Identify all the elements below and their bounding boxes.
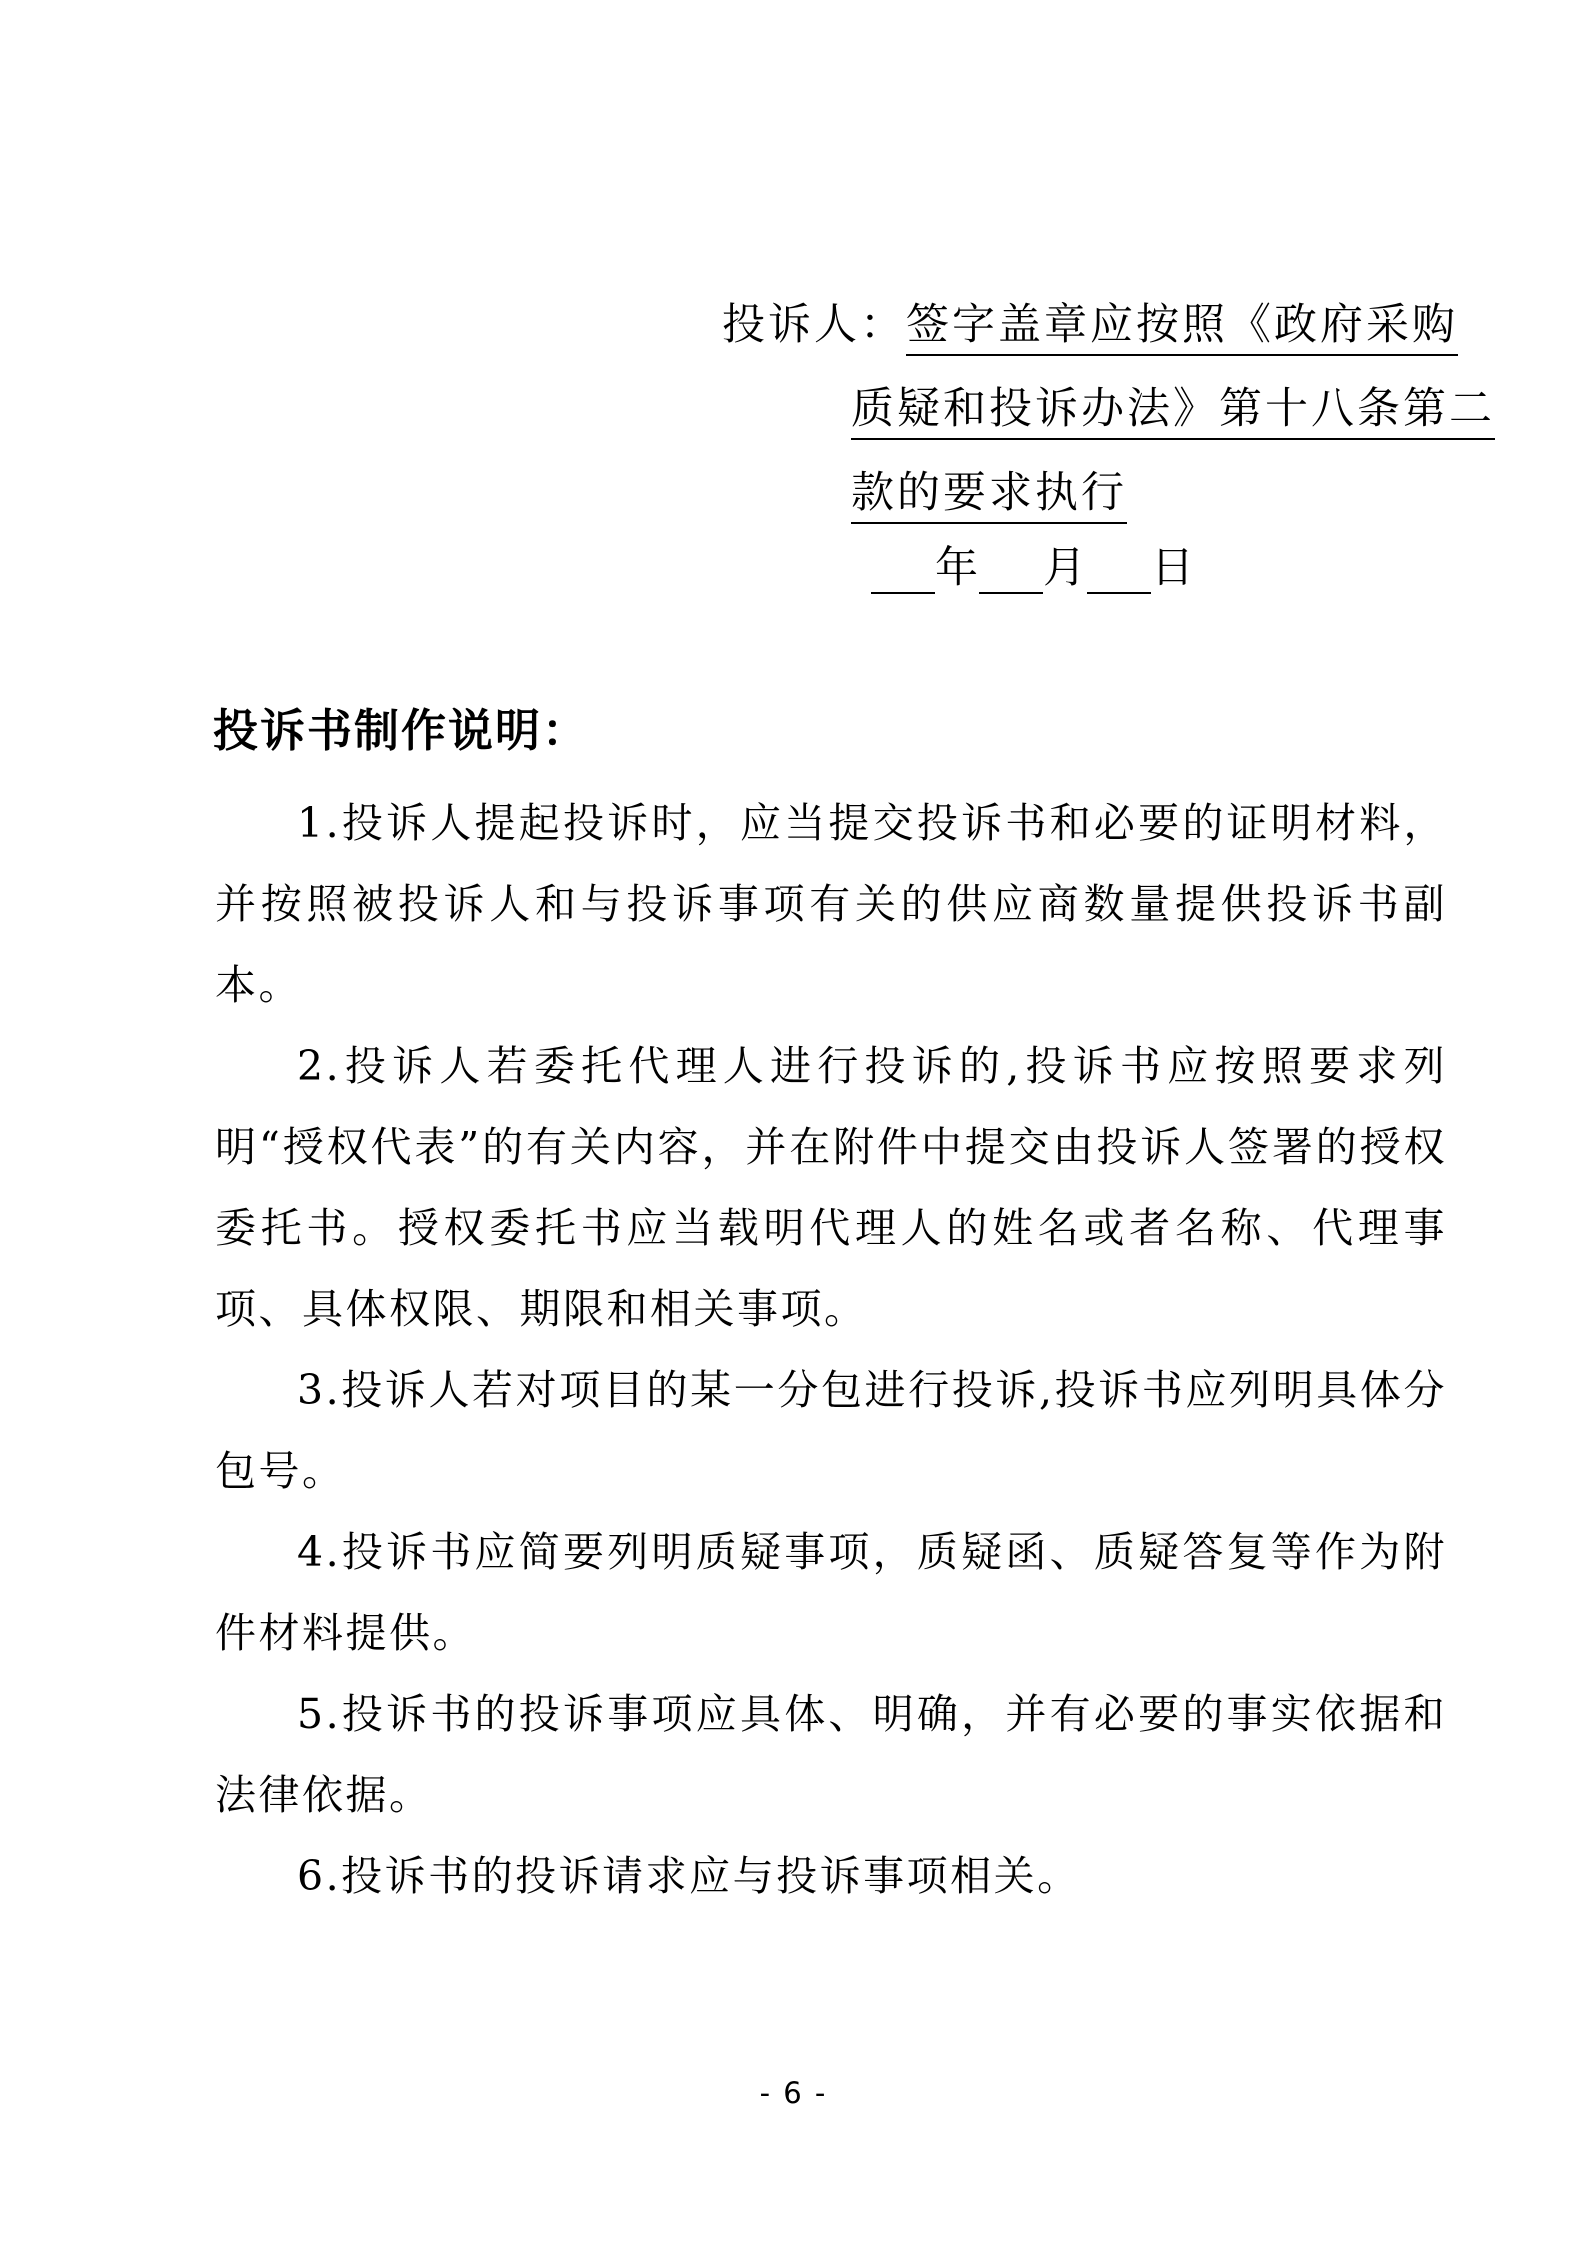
complainant-signature-line xyxy=(722,300,1458,356)
month-label: 月 xyxy=(1043,543,1087,593)
signature-instruction-text-line3: 款的要求执行 xyxy=(851,468,1127,524)
instruction-item-2: 2.投诉人若委托代理人进行投诉的,投诉书应按照要求列明“授权代表”的有关内容，并在附件中提交由投诉人签署的授权委托书。授权委托书应当载明代理人的姓名或者名称、代理事项、具体权限、期限和相关事项。 xyxy=(215,1042,1447,1333)
day-label: 日 xyxy=(1151,543,1195,593)
instructions-list xyxy=(215,783,1447,1917)
page-number: - 6 - xyxy=(759,2076,828,2110)
instruction-item-4: 4.投诉书应简要列明质疑事项，质疑函、质疑答复等作为附件材料提供。 xyxy=(215,1528,1447,1657)
signature-instruction-line3 xyxy=(851,468,1127,524)
year-label: 年 xyxy=(935,543,979,593)
section-heading: 投诉书制作说明： xyxy=(213,704,590,757)
instruction-item-3: 3.投诉人若对项目的某一分包进行投诉,投诉书应列明具体分包号。 xyxy=(215,1366,1447,1495)
signature-instruction-line2 xyxy=(851,384,1495,440)
month-blank-field xyxy=(979,546,1043,594)
instruction-item-1: 1.投诉人提起投诉时，应当提交投诉书和必要的证明材料，并按照被投诉人和与投诉事项有关的供应商数量提供投诉书副本。 xyxy=(215,799,1447,1009)
year-blank-field xyxy=(871,546,935,594)
day-blank-field xyxy=(1087,546,1151,594)
instruction-item-6: 6.投诉书的投诉请求应与投诉事项相关。 xyxy=(297,1852,1081,1900)
signature-instruction-text-line2: 质疑和投诉办法》第十八条第二 xyxy=(851,384,1495,440)
instruction-item-5: 5.投诉书的投诉事项应具体、明确，并有必要的事实依据和法律依据。 xyxy=(215,1690,1447,1819)
signature-instruction-text-line1: 签字盖章应按照《政府采购 xyxy=(906,300,1458,356)
complainant-label: 投诉人： xyxy=(722,300,906,350)
date-line xyxy=(871,543,1195,594)
